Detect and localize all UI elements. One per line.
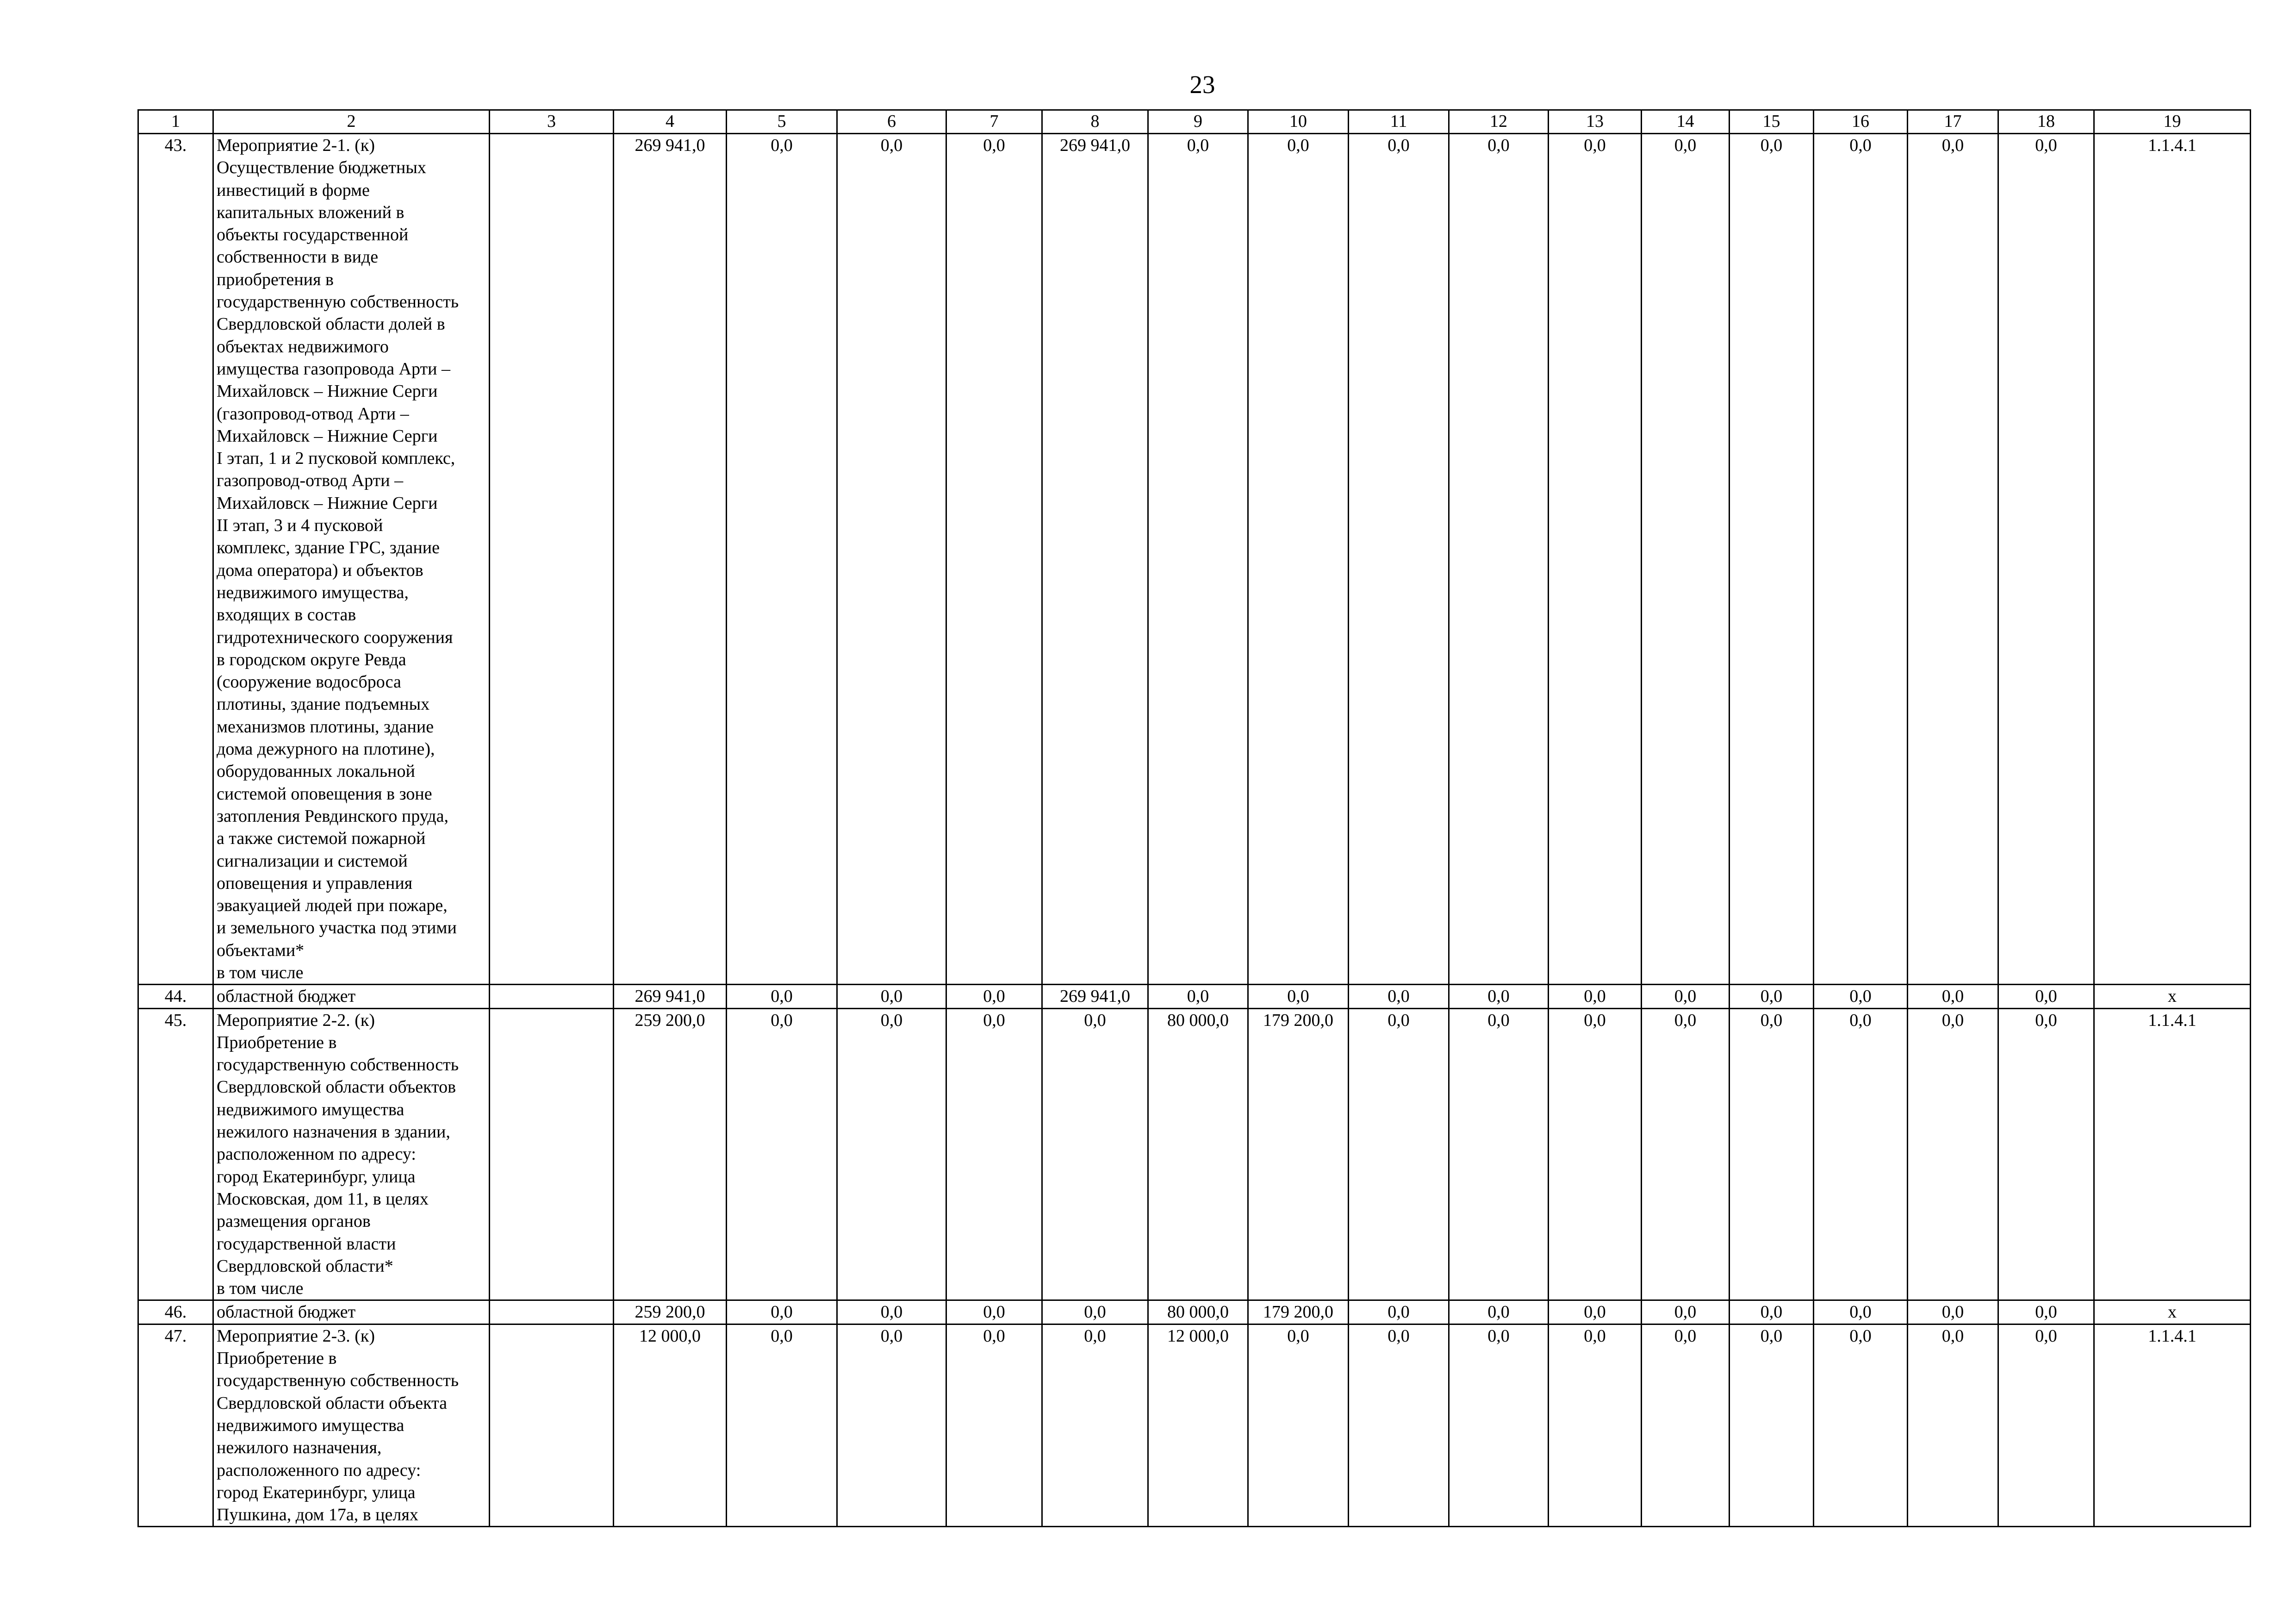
table-row [138,985,2251,1008]
value-cell: 259 200,0 [614,1300,727,1324]
value-cell: 0,0 [1730,985,1814,1008]
value-cell: 0,0 [1730,1008,1814,1300]
value-cell: 0,0 [1998,985,2094,1008]
value-cell: 0,0 [1730,1300,1814,1324]
header-cell: 5 [727,110,837,134]
value-cell: 269 941,0 [1042,134,1148,985]
value-cell: 0,0 [1642,1300,1730,1324]
value-cell: 0,0 [727,134,837,985]
value-cell: 0,0 [1449,1300,1549,1324]
header-cell: 14 [1642,110,1730,134]
value-cell: 0,0 [1248,134,1349,985]
target-indicator: 1.1.4.1 [2094,1008,2251,1300]
value-cell: 0,0 [1549,1008,1642,1300]
value-cell: 0,0 [946,985,1042,1008]
header-cell: 4 [614,110,727,134]
value-cell: 0,0 [1449,1008,1549,1300]
row-number: 44. [138,985,213,1008]
value-cell: 80 000,0 [1148,1300,1248,1324]
measure-name: областной бюджет [213,1300,490,1324]
table-row [138,1300,2251,1324]
value-cell: 0,0 [727,1008,837,1300]
value-cell: 0,0 [1042,1300,1148,1324]
header-cell: 9 [1148,110,1248,134]
header-cell: 10 [1248,110,1349,134]
value-cell: 0,0 [1549,134,1642,985]
value-cell: 0,0 [1642,985,1730,1008]
responsible-cell [490,1324,614,1527]
responsible-cell [490,1008,614,1300]
header-cell: 7 [946,110,1042,134]
table-body [138,110,2251,1527]
value-cell: 12 000,0 [1148,1324,1248,1527]
target-indicator: х [2094,985,2251,1008]
header-cell: 8 [1042,110,1148,134]
value-cell: 0,0 [1998,1300,2094,1324]
value-cell: 0,0 [1998,1008,2094,1300]
table-row [138,1324,2251,1527]
header-row [138,110,2251,134]
value-cell: 0,0 [1814,985,1908,1008]
value-cell: 0,0 [1642,134,1730,985]
value-cell: 0,0 [1349,134,1449,985]
value-cell: 0,0 [727,1300,837,1324]
value-cell: 0,0 [837,1324,946,1527]
row-number: 46. [138,1300,213,1324]
value-cell: 0,0 [837,985,946,1008]
value-cell: 0,0 [1349,1300,1449,1324]
value-cell: 0,0 [1814,134,1908,985]
header-cell: 1 [138,110,213,134]
value-cell: 0,0 [946,1008,1042,1300]
row-number: 43. [138,134,213,985]
value-cell: 0,0 [727,985,837,1008]
measure-name: Мероприятие 2-1. (к) Осуществление бюджетных инвестиций в форме капитальных вложений в объекты государственной собственности в виде приобретения в государственную собственность Свердловской области долей в объектах недвижимого имущества газопровода Арти – Михайловск – Нижние Серги (газопровод-отвод Арти – Михайловск – Нижние Серги I этап, 1 и 2 пусковой комплекс, газопровод-отвод Арти – Михайловск – Нижние Серги II этап, 3 и 4 пусковой комплекс, здание ГРС, здание дома оператора) и объектов недвижимого имущества, входящих в состав гидротехнического сооружения в городском округе Ревда (сооружение водосброса плотины, здание подъемных механизмов плотины, здание дома дежурного на плотине), оборудованных локальной системой оповещения в зоне затопления Ревдинского пруда, а также системой пожарной сигнализации и системой оповещения и управления эвакуацией людей при пожаре, и земельного участка под этими объектами* в том числе [213,134,490,985]
value-cell: 0,0 [1042,1008,1148,1300]
value-cell: 0,0 [1814,1008,1908,1300]
responsible-cell [490,134,614,985]
header-cell: 19 [2094,110,2251,134]
value-cell: 0,0 [1449,985,1549,1008]
header-cell: 6 [837,110,946,134]
table-row [138,134,2251,985]
value-cell: 0,0 [727,1324,837,1527]
value-cell: 0,0 [1908,1324,1998,1527]
header-cell: 12 [1449,110,1549,134]
value-cell: 269 941,0 [1042,985,1148,1008]
row-number: 47. [138,1324,213,1527]
value-cell: 259 200,0 [614,1008,727,1300]
budget-table [137,109,2251,1527]
target-indicator: 1.1.4.1 [2094,134,2251,985]
value-cell: 0,0 [1549,1324,1642,1527]
value-cell: 0,0 [1998,1324,2094,1527]
value-cell: 0,0 [1349,1008,1449,1300]
table-row [138,1008,2251,1300]
value-cell: 0,0 [1998,134,2094,985]
header-cell: 17 [1908,110,1998,134]
value-cell: 0,0 [1349,1324,1449,1527]
responsible-cell [490,985,614,1008]
value-cell: 269 941,0 [614,134,727,985]
value-cell: 0,0 [1449,1324,1549,1527]
value-cell: 0,0 [1248,1324,1349,1527]
measure-name: Мероприятие 2-3. (к) Приобретение в государственную собственность Свердловской области объекта недвижимого имущества нежилого назначения, расположенного по адресу: город Екатеринбург, улица Пушкина, дом 17а, в целях [213,1324,490,1527]
value-cell: 0,0 [837,1300,946,1324]
value-cell: 0,0 [1349,985,1449,1008]
target-indicator: х [2094,1300,2251,1324]
value-cell: 179 200,0 [1248,1008,1349,1300]
target-indicator: 1.1.4.1 [2094,1324,2251,1527]
value-cell: 0,0 [1908,134,1998,985]
value-cell: 12 000,0 [614,1324,727,1527]
value-cell: 0,0 [1042,1324,1148,1527]
value-cell: 0,0 [1642,1008,1730,1300]
value-cell: 0,0 [1814,1300,1908,1324]
value-cell: 0,0 [837,134,946,985]
measure-name: Мероприятие 2-2. (к) Приобретение в государственную собственность Свердловской области объектов недвижимого имущества нежилого назначения в здании, расположенном по адресу: город Екатеринбург, улица Московская, дом 11, в целях размещения органов государственной власти Свердловской области* в том числе [213,1008,490,1300]
header-cell: 2 [213,110,490,134]
value-cell: 0,0 [946,134,1042,985]
row-number: 45. [138,1008,213,1300]
value-cell: 0,0 [1730,134,1814,985]
value-cell: 0,0 [946,1300,1042,1324]
value-cell: 0,0 [1449,134,1549,985]
value-cell: 0,0 [1814,1324,1908,1527]
measure-name: областной бюджет [213,985,490,1008]
value-cell: 269 941,0 [614,985,727,1008]
value-cell: 0,0 [946,1324,1042,1527]
value-cell: 0,0 [1248,985,1349,1008]
header-cell: 3 [490,110,614,134]
value-cell: 0,0 [837,1008,946,1300]
value-cell: 0,0 [1148,134,1248,985]
header-cell: 13 [1549,110,1642,134]
value-cell: 0,0 [1908,1008,1998,1300]
value-cell: 0,0 [1730,1324,1814,1527]
value-cell: 179 200,0 [1248,1300,1349,1324]
value-cell: 0,0 [1549,985,1642,1008]
header-cell: 16 [1814,110,1908,134]
header-cell: 18 [1998,110,2094,134]
value-cell: 80 000,0 [1148,1008,1248,1300]
value-cell: 0,0 [1148,985,1248,1008]
value-cell: 0,0 [1549,1300,1642,1324]
header-cell: 15 [1730,110,1814,134]
value-cell: 0,0 [1908,1300,1998,1324]
page-number: 23 [1189,70,1215,99]
value-cell: 0,0 [1642,1324,1730,1527]
header-cell: 11 [1349,110,1449,134]
value-cell: 0,0 [1908,985,1998,1008]
responsible-cell [490,1300,614,1324]
